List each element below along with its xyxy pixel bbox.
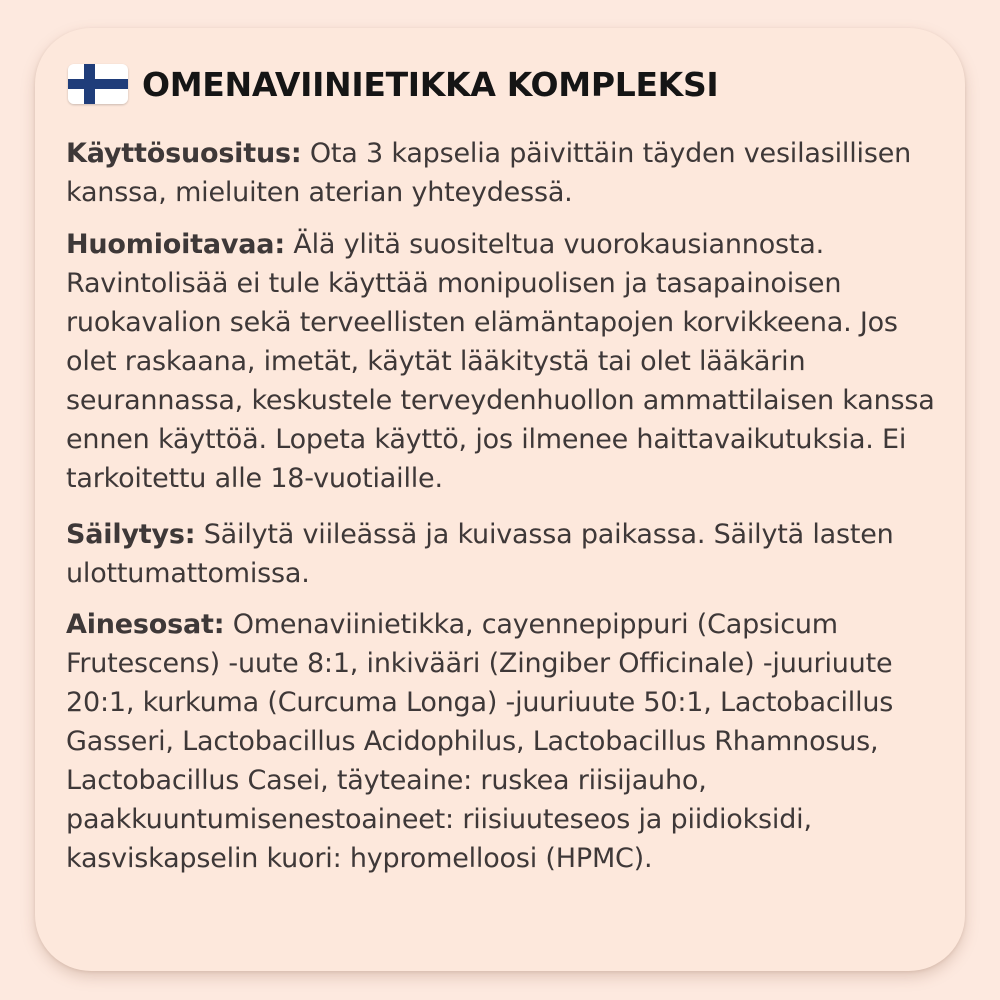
storage-text: Säilytä viileässä ja kuivassa paikassa. Säilytä lasten ulottumattomissa.	[66, 519, 894, 589]
warnings-text: Älä ylitä suositeltua vuorokausiannosta. Ravintolisää ei tule käyttää monipuolisen ja tasapainoisen ruokavalion sekä terveellisten elämäntapojen korvikkeena. Jos olet raskaana, imetät, käytät lääkitystä tai olet lääkärin seurannassa, keskustele terveydenhuollon ammattilaisen kanssa ennen käyttöä. Lopeta käyttö, jos ilmenee haittavaikutuksia. Ei tarkoitettu alle 18-vuotiaille.	[66, 229, 935, 494]
info-card	[35, 28, 965, 971]
title-row	[68, 64, 718, 104]
finland-flag-icon	[68, 64, 128, 104]
usage-label: Käyttösuositus:	[66, 138, 302, 169]
ingredients-section	[66, 605, 946, 878]
usage-text: Ota 3 kapselia päivittäin täyden vesilasillisen kanssa, mieluiten aterian yhteydessä.	[66, 138, 912, 208]
ingredients-label: Ainesosat:	[66, 609, 225, 640]
storage-section	[66, 515, 946, 593]
warnings-section	[66, 225, 946, 498]
page-title: OMENAVIINIETIKKA KOMPLEKSI	[142, 64, 719, 104]
ingredients-text: Omenaviinietikka, cayennepippuri (Capsicum Frutescens) -uute 8:1, inkivääri (Zingiber Officinale) -juuriuute 20:1, kurkuma (Curcuma Longa) -juuriuute 50:1, Lactobacillus Gasseri, Lactobacillus Acidophilus, Lactobacillus Rhamnosus, Lactobacillus Casei, täyteaine: ruskea riisijauho, paakkuuntumisenestoaineet: riisiuuteseos ja piidioksidi, kasviskapselin kuori: hypromelloosi (HPMC).	[66, 609, 894, 874]
usage-section	[66, 134, 946, 212]
storage-label: Säilytys:	[66, 519, 196, 550]
product-info	[66, 134, 946, 878]
warnings-label: Huomioitavaa:	[66, 229, 285, 260]
